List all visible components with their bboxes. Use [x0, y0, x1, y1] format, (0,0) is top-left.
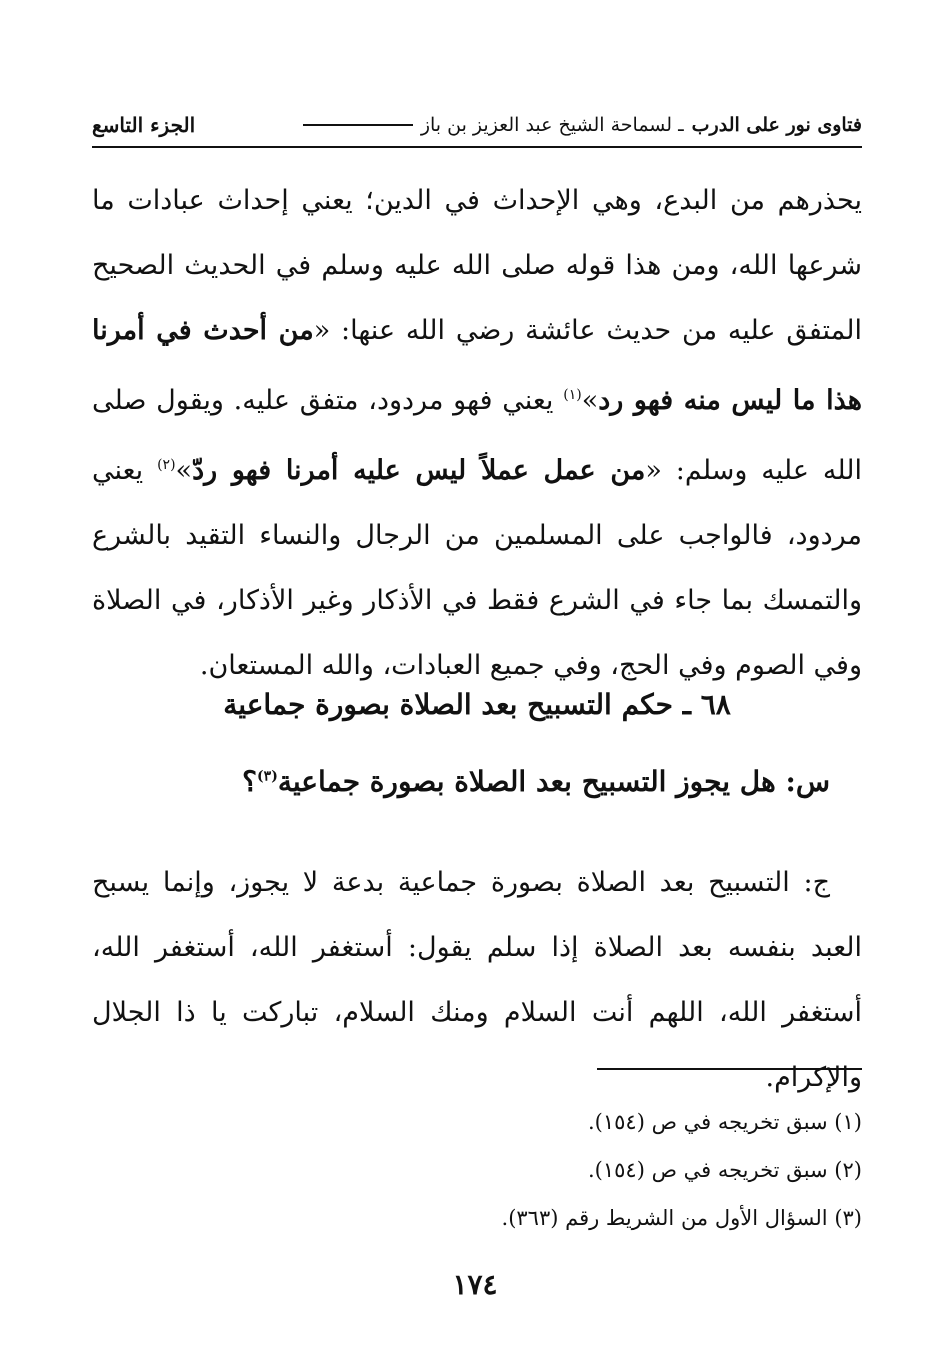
question-text: س: هل يجوز التسبيح بعد الصلاة بصورة جماعية	[277, 765, 830, 798]
body-paragraph	[92, 168, 862, 698]
footnotes	[92, 1098, 862, 1242]
book-title: فتاوى نور على الدرب	[691, 114, 862, 136]
body-text-4: »	[175, 455, 193, 486]
hadith-quote-1: من أحدث في أمرنا هذا ما ليس منه فهو رد	[92, 315, 862, 416]
footnote-ref-1: (١)	[563, 387, 582, 403]
body-text-5: يعني مردود، فالواجب على المسلمين من الرجال والنساء التقيد بالشرع والتمسك بما جاء في الشرع فقط في الأذكار وغير الأذكار، في الصلاة وفي الصوم وفي الحج، وفي جميع العبادات، والله المستعان.	[92, 455, 862, 681]
hadith-quote-2: من عمل عملاً ليس عليه أمرنا فهو ردّ	[192, 455, 646, 486]
section-title: ٦٨ ـ حكم التسبيح بعد الصلاة بصورة جماعية	[223, 688, 731, 721]
question-mark: ؟	[242, 765, 258, 798]
body-text-3: يعني فهو مردود، متفق عليه. ويقول صلى الله عليه وسلم: «	[92, 385, 862, 486]
running-header	[92, 108, 862, 148]
header-rule	[303, 124, 413, 126]
footnote-3: (٣) السؤال الأول من الشريط رقم (٣٦٣).	[501, 1206, 862, 1230]
question	[92, 765, 862, 798]
footnote-ref-3: (٣)	[257, 768, 278, 785]
footnote-ref-2: (٢)	[157, 457, 176, 473]
footnote-divider	[597, 1068, 862, 1070]
header-book-info	[303, 114, 862, 136]
author-name: ـ لسماحة الشيخ عبد العزيز بن باز	[420, 114, 684, 136]
page-number: ١٧٤	[452, 1268, 498, 1301]
body-text-2: »	[581, 385, 599, 416]
volume-label: الجزء التاسع	[92, 113, 196, 137]
footnote-1: (١) سبق تخريجه في ص (١٥٤).	[588, 1110, 862, 1134]
body-text-1: يحذرهم من البدع، وهي الإحداث في الدين؛ يعني إحداث عبادات ما شرعها الله، ومن هذا قوله صلى الله عليه وسلم في الحديث الصحيح المتفق عليه من حديث عائشة رضي الله عنها: «	[92, 185, 863, 346]
footnote-2: (٢) سبق تخريجه في ص (١٥٤).	[588, 1158, 862, 1182]
answer: ج: التسبيح بعد الصلاة بصورة جماعية بدعة لا يجوز، وإنما يسبح العبد بنفسه بعد الصلاة إذا سلم يقول: أستغفر الله، أستغفر الله، أستغفر الله، اللهم أنت السلام ومنك السلام، تباركت يا ذا الجلال والإكرام.	[92, 867, 862, 1093]
